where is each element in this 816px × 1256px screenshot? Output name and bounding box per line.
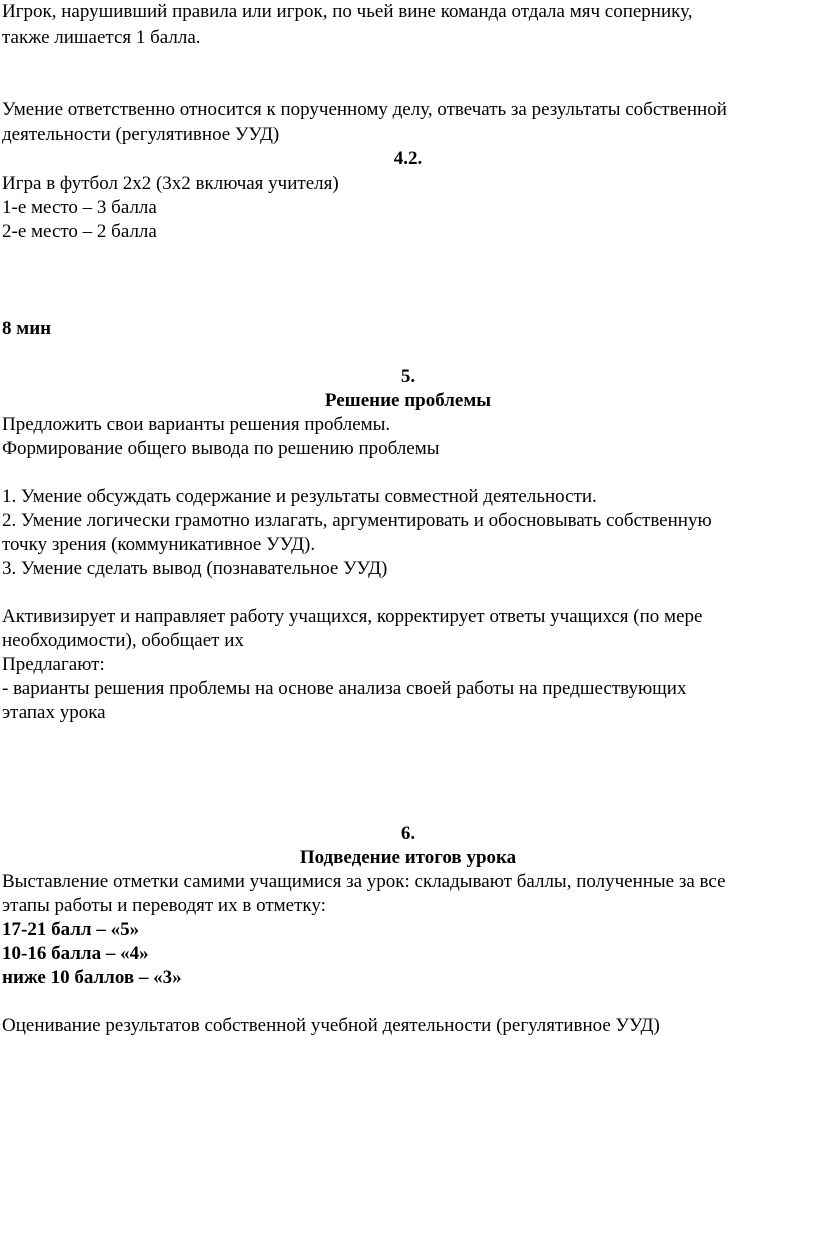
students-activity-line-2: этапах урока — [2, 702, 106, 723]
students-label: Предлагают: — [2, 654, 105, 675]
penalty-text-line-2: также лишается 1 балла. — [2, 27, 201, 48]
skill-item-2-line-1: 2. Умение логически грамотно излагать, аргументировать и обосновывать собственную — [2, 510, 712, 531]
stage-time: 8 мин — [2, 318, 52, 339]
grade-four: 10-16 балла – «4» — [2, 943, 149, 964]
students-activity-line-1: - варианты решения проблемы на основе анализа своей работы на предшествующих — [2, 678, 687, 699]
skill-item-2-line-2: точку зрения (коммуникативное УУД). — [2, 534, 316, 555]
first-place-line: 1-е место – 3 балла — [2, 197, 157, 218]
self-assessment-line: Оценивание результатов собственной учебной деятельности (регулятивное УУД) — [2, 1015, 660, 1036]
responsibility-skill-line-1: Умение ответственно относится к порученному делу, отвечать за результаты собственной — [2, 99, 727, 120]
section-title-5: Решение проблемы — [324, 390, 492, 411]
grade-five: 17-21 балл – «5» — [2, 919, 140, 940]
grading-line-2: этапы работы и переводят их в отметку: — [2, 895, 326, 916]
football-game-line: Игра в футбол 2х2 (3х2 включая учителя) — [2, 173, 339, 194]
grade-three: ниже 10 баллов – «3» — [2, 967, 182, 988]
skill-item-3: 3. Умение сделать вывод (познавательное УУД) — [2, 558, 388, 579]
responsibility-skill-line-2: деятельности (регулятивное УУД) — [2, 124, 280, 145]
section-number-4-2: 4.2. — [393, 148, 423, 169]
section-title-6: Подведение итогов урока — [299, 847, 517, 868]
teacher-activity-line-2: необходимости), обобщает их — [2, 630, 244, 651]
problem-solving-line-1: Предложить свои варианты решения проблемы. — [2, 414, 391, 435]
second-place-line: 2-е место – 2 балла — [2, 221, 157, 242]
skill-item-1: 1. Умение обсуждать содержание и результаты совместной деятельности. — [2, 486, 597, 507]
section-number-5: 5. — [400, 366, 416, 387]
problem-solving-line-2: Формирование общего вывода по решению проблемы — [2, 438, 440, 459]
grading-line-1: Выставление отметки самими учащимися за урок: складывают баллы, полученные за все — [2, 871, 726, 892]
penalty-text-line-1: Игрок, нарушивший правила или игрок, по чьей вине команда отдала мяч сопернику, — [2, 1, 693, 22]
section-number-6: 6. — [400, 823, 416, 844]
teacher-activity-line-1: Активизирует и направляет работу учащихся, корректирует ответы учащихся (по мере — [2, 606, 703, 627]
